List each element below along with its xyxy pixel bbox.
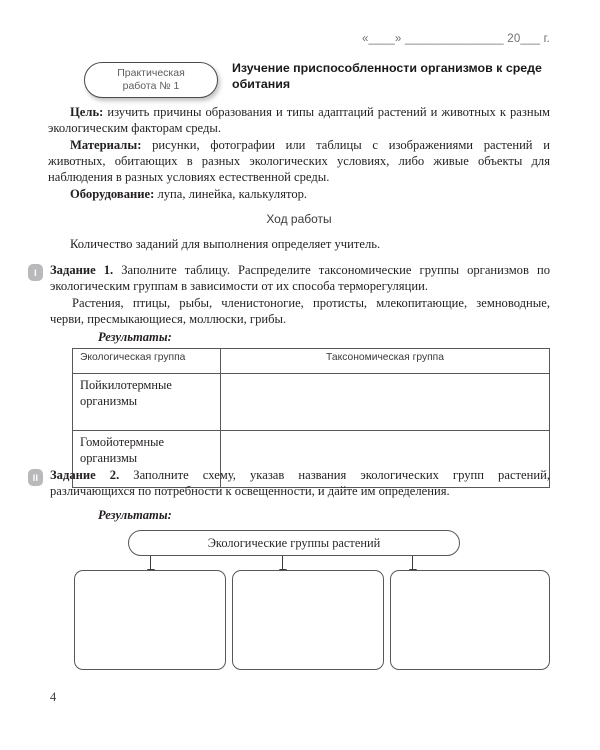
scheme-answer-box-2[interactable] [232,570,384,670]
table-row [73,374,550,431]
task-1-statement [50,262,550,295]
task-2-statement [50,467,550,500]
table-cell-label: Пойкилотермные организмы [73,374,221,431]
equipment-paragraph [48,186,550,202]
scheme-arrow-1-icon [150,556,151,570]
date-line: «____» _______________ 20___ г. [361,33,550,45]
task-1-badge: I [28,264,43,281]
goal-text: изучить причины образования и типы адаптаций растений и животных к разным экологическим факторам среды. [48,105,550,136]
task-2-title: Задание 2. [50,468,120,482]
practical-work-badge-line2: работа № 1 [122,80,180,92]
task-2 [28,467,550,500]
materials-paragraph [48,137,550,186]
task-1 [28,262,550,327]
scheme-answer-box-1[interactable] [74,570,226,670]
materials-text: рисунки, фотографии или таблицы с изображениями растений и животных, обитающих в разных экологических условиях, либо живые объекты для наблюдения в разных условиях естественной среды. [48,137,550,185]
scheme-arrow-3-icon [412,556,413,570]
task-1-results-label: Результаты: [98,330,172,344]
task-2-badge: II [28,469,43,486]
equipment-label: Оборудование: [70,186,155,201]
table-cell-label: Гомойотермные организмы [73,431,221,488]
table-cell-answer[interactable] [221,374,550,431]
task-1-title: Задание 1. [50,263,114,277]
goal-paragraph [48,104,550,137]
scheme-head-box: Экологические группы растений [128,530,460,556]
practical-work-badge-line1: Практическая [117,66,185,79]
task-2-results-label: Результаты: [98,508,172,522]
materials-label: Материалы: [70,137,142,152]
task-2-text: Заполните схему, указав названия экологических групп растений, различающихся по потребности к освещенности, и дайте им определения. [50,468,550,499]
section-heading: Ход работы [266,212,332,226]
task-1-list: Растения, птицы, рыбы, членистоногие, протисты, млекопитающие, земноводные, черви, пресмыкающиеся, моллюски, грибы. [50,295,550,327]
task-1-body [50,262,550,327]
table-header-eco: Экологическая группа [73,349,221,374]
table-header-tax: Таксономическая группа [221,349,550,374]
equipment-text: лупа, линейка, калькулятор. [154,186,308,201]
page-title: Изучение приспособленности организмов к среде обитания [232,61,542,92]
scheme-arrow-2-icon [282,556,283,570]
intro-block [48,104,550,202]
task-2-body [50,467,550,500]
goal-label: Цель: [70,105,104,119]
intro-note: Количество заданий для выполнения определяет учитель. [70,237,381,251]
task-1-text: Заполните таблицу. Распределите таксономические группы организмов по экологическим группам в зависимости от их способа терморегуляции. [50,263,550,294]
scheme-answer-box-3[interactable] [390,570,550,670]
practical-work-badge [84,62,218,98]
page-number: 4 [50,690,57,704]
table-header-row [73,349,550,374]
